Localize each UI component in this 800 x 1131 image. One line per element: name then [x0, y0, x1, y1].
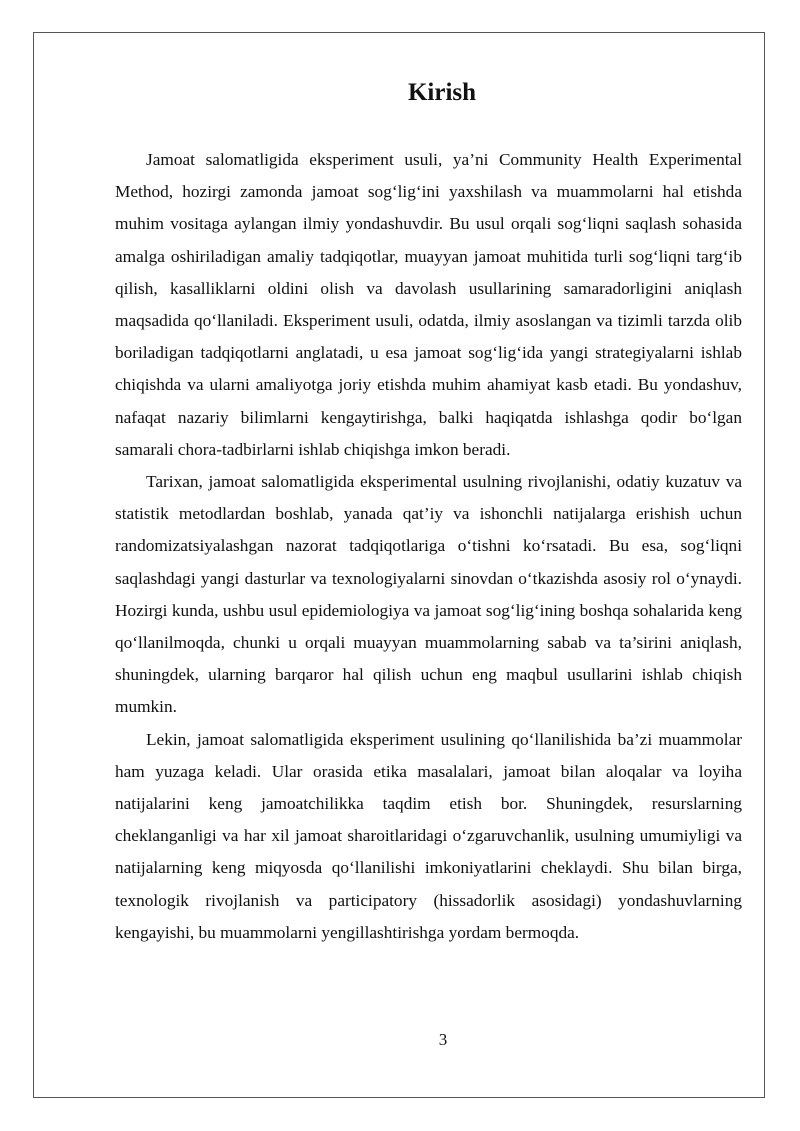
paragraph-2: Tarixan, jamoat salomatligida eksperimental usulning rivojlanishi, odatiy kuzatuv va statistik metodlardan boshlab, yanada qat’iy va ishonchli natijalarga erishish uchun randomizatsiyalashgan nazorat tadqiqotlariga o‘tishni ko‘rsatadi. Bu esa, sog‘liqni saqlashdagi yangi dasturlar va texnologiyalarni sinovdan o‘tkazishda asosiy rol o‘ynaydi. Hozirgi kunda, ushbu usul epidemiologiya va jamoat sog‘lig‘ining boshqa sohalarida keng qo‘llanilmoqda, chunki u orqali muayyan muammolarning sabab va ta’sirini aniqlash, shuningdek, ularning barqaror hal qilish uchun eng maqbul usullarini ishlab chiqish mumkin. — [115, 472, 742, 717]
paragraph-1: Jamoat salomatligida eksperiment usuli, ya’ni Community Health Experimental Method, hozirgi zamonda jamoat sog‘lig‘ini yaxshilash va muammolarni hal etishda muhim vositaga aylangan ilmiy yondashuvdir. Bu usul orqali sog‘liqni saqlash sohasida amalga oshiriladigan amaliy tadqiqotlar, muayyan jamoat muhitida turli sog‘liqni targ‘ib qilish, kasalliklarni oldini olish va davolash usullarining samaradorligini aniqlash maqsadida qo‘llaniladi. Eksperiment usuli, odatda, ilmiy asoslangan va tizimli tarzda olib boriladigan tadqiqotlarni anglatadi, u esa jamoat sog‘lig‘ida yangi strategiyalarni ishlab chiqishda va ularni amaliyotga joriy etishda muhim ahamiyat kasb etadi. Bu yondashuv, nafaqat nazariy bilimlarni kengaytirishga, balki haqiqatda ishlashga qodir bo‘lgan samarali chora-tadbirlarni ishlab chiqishga imkon beradi. — [115, 150, 742, 459]
page-number: 3 — [438, 1030, 448, 1049]
section-title: Kirish — [407, 79, 477, 106]
document-body — [115, 76, 742, 949]
paragraph-3: Lekin, jamoat salomatligida eksperiment usulining qo‘llanilishida ba’zi muammolar ham yuzaga keladi. Ular orasida etika masalalari, jamoat bilan aloqalar va loyiha natijalarini keng jamoatchilikka taqdim etish bor. Shuningdek, resurslarning cheklanganligi va har xil jamoat sharoitlaridagi o‘zgaruvchanlik, usulning umumiyligi va natijalarning keng miqyosda qo‘llanilishi imkoniyatlarini cheklaydi. Shu bilan birga, texnologik rivojlanish va participatory (hissadorlik asosidagi) yondashuvlarning kengayishi, bu muammolarni yengillashtirishga yordam bermoqda. — [115, 729, 742, 942]
